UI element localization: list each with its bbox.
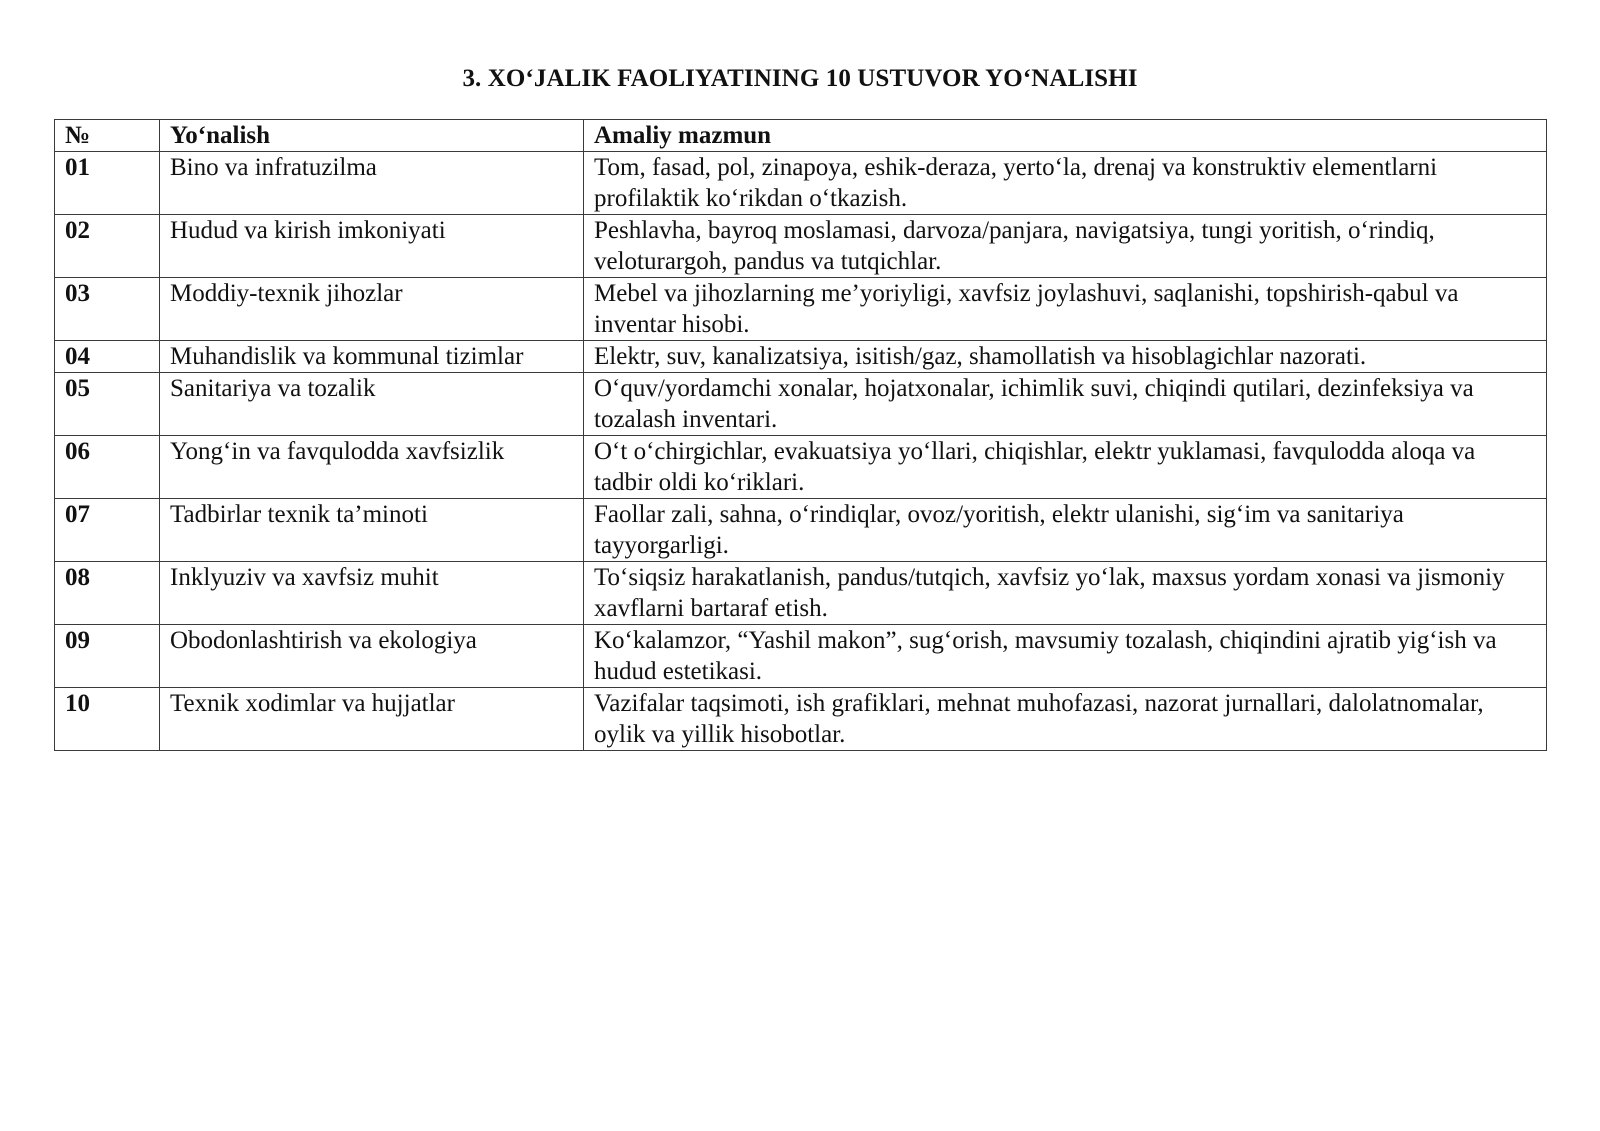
table-row <box>55 499 1547 562</box>
row-content: To‘siqsiz harakatlanish, pandus/tutqich, xavfsiz yo‘lak, maxsus yordam xonasi va jismoniy xavflarni bartaraf etish. <box>584 562 1547 625</box>
header-number: № <box>55 120 160 152</box>
priority-directions-table <box>54 119 1547 751</box>
header-direction: Yo‘nalish <box>160 120 584 152</box>
table-row <box>55 152 1547 215</box>
table-row <box>55 625 1547 688</box>
table-row <box>55 341 1547 373</box>
row-number: 06 <box>55 436 160 499</box>
row-content: Ko‘kalamzor, “Yashil makon”, sug‘orish, mavsumiy tozalash, chiqindini ajratib yig‘ish va hudud estetikasi. <box>584 625 1547 688</box>
table-row <box>55 278 1547 341</box>
table-row <box>55 436 1547 499</box>
table-row <box>55 373 1547 436</box>
row-direction: Bino va infratuzilma <box>160 152 584 215</box>
row-number: 05 <box>55 373 160 436</box>
row-direction: Moddiy-texnik jihozlar <box>160 278 584 341</box>
table-header-row <box>55 120 1547 152</box>
row-direction: Sanitariya va tozalik <box>160 373 584 436</box>
row-number: 02 <box>55 215 160 278</box>
table-row <box>55 688 1547 751</box>
row-direction: Tadbirlar texnik ta’minoti <box>160 499 584 562</box>
row-number: 09 <box>55 625 160 688</box>
row-number: 08 <box>55 562 160 625</box>
row-direction: Muhandislik va kommunal tizimlar <box>160 341 584 373</box>
row-content: O‘quv/yordamchi xonalar, hojatxonalar, ichimlik suvi, chiqindi qutilari, dezinfeksiya va tozalash inventari. <box>584 373 1547 436</box>
row-content: Elektr, suv, kanalizatsiya, isitish/gaz, shamollatish va hisoblagichlar nazorati. <box>584 341 1547 373</box>
page-title: 3. XO‘JALIK FAOLIYATINING 10 USTUVOR YO‘NALISHI <box>462 65 1138 92</box>
row-content: Tom, fasad, pol, zinapoya, eshik-deraza, yerto‘la, drenaj va konstruktiv elementlarni profilaktik ko‘rikdan o‘tkazish. <box>584 152 1547 215</box>
row-content: Mebel va jihozlarning me’yoriyligi, xavfsiz joylashuvi, saqlanishi, topshirish-qabul va inventar hisobi. <box>584 278 1547 341</box>
row-number: 03 <box>55 278 160 341</box>
row-content: Vazifalar taqsimoti, ish grafiklari, mehnat muhofazasi, nazorat jurnallari, dalolatnomalar, oylik va yillik hisobotlar. <box>584 688 1547 751</box>
row-direction: Texnik xodimlar va hujjatlar <box>160 688 584 751</box>
row-number: 07 <box>55 499 160 562</box>
row-number: 10 <box>55 688 160 751</box>
row-content: Faollar zali, sahna, o‘rindiqlar, ovoz/yoritish, elektr ulanishi, sig‘im va sanitariya tayyorgarligi. <box>584 499 1547 562</box>
row-content: O‘t o‘chirgichlar, evakuatsiya yo‘llari, chiqishlar, elektr yuklamasi, favqulodda aloqa va tadbir oldi ko‘riklari. <box>584 436 1547 499</box>
row-direction: Yong‘in va favqulodda xavfsizlik <box>160 436 584 499</box>
table-row <box>55 562 1547 625</box>
row-direction: Inklyuziv va xavfsiz muhit <box>160 562 584 625</box>
row-direction: Obodonlashtirish va ekologiya <box>160 625 584 688</box>
row-direction: Hudud va kirish imkoniyati <box>160 215 584 278</box>
row-content: Peshlavha, bayroq moslamasi, darvoza/panjara, navigatsiya, tungi yoritish, o‘rindiq, veloturargoh, pandus va tutqichlar. <box>584 215 1547 278</box>
header-practical-content: Amaliy mazmun <box>584 120 1547 152</box>
table-row <box>55 215 1547 278</box>
row-number: 01 <box>55 152 160 215</box>
row-number: 04 <box>55 341 160 373</box>
